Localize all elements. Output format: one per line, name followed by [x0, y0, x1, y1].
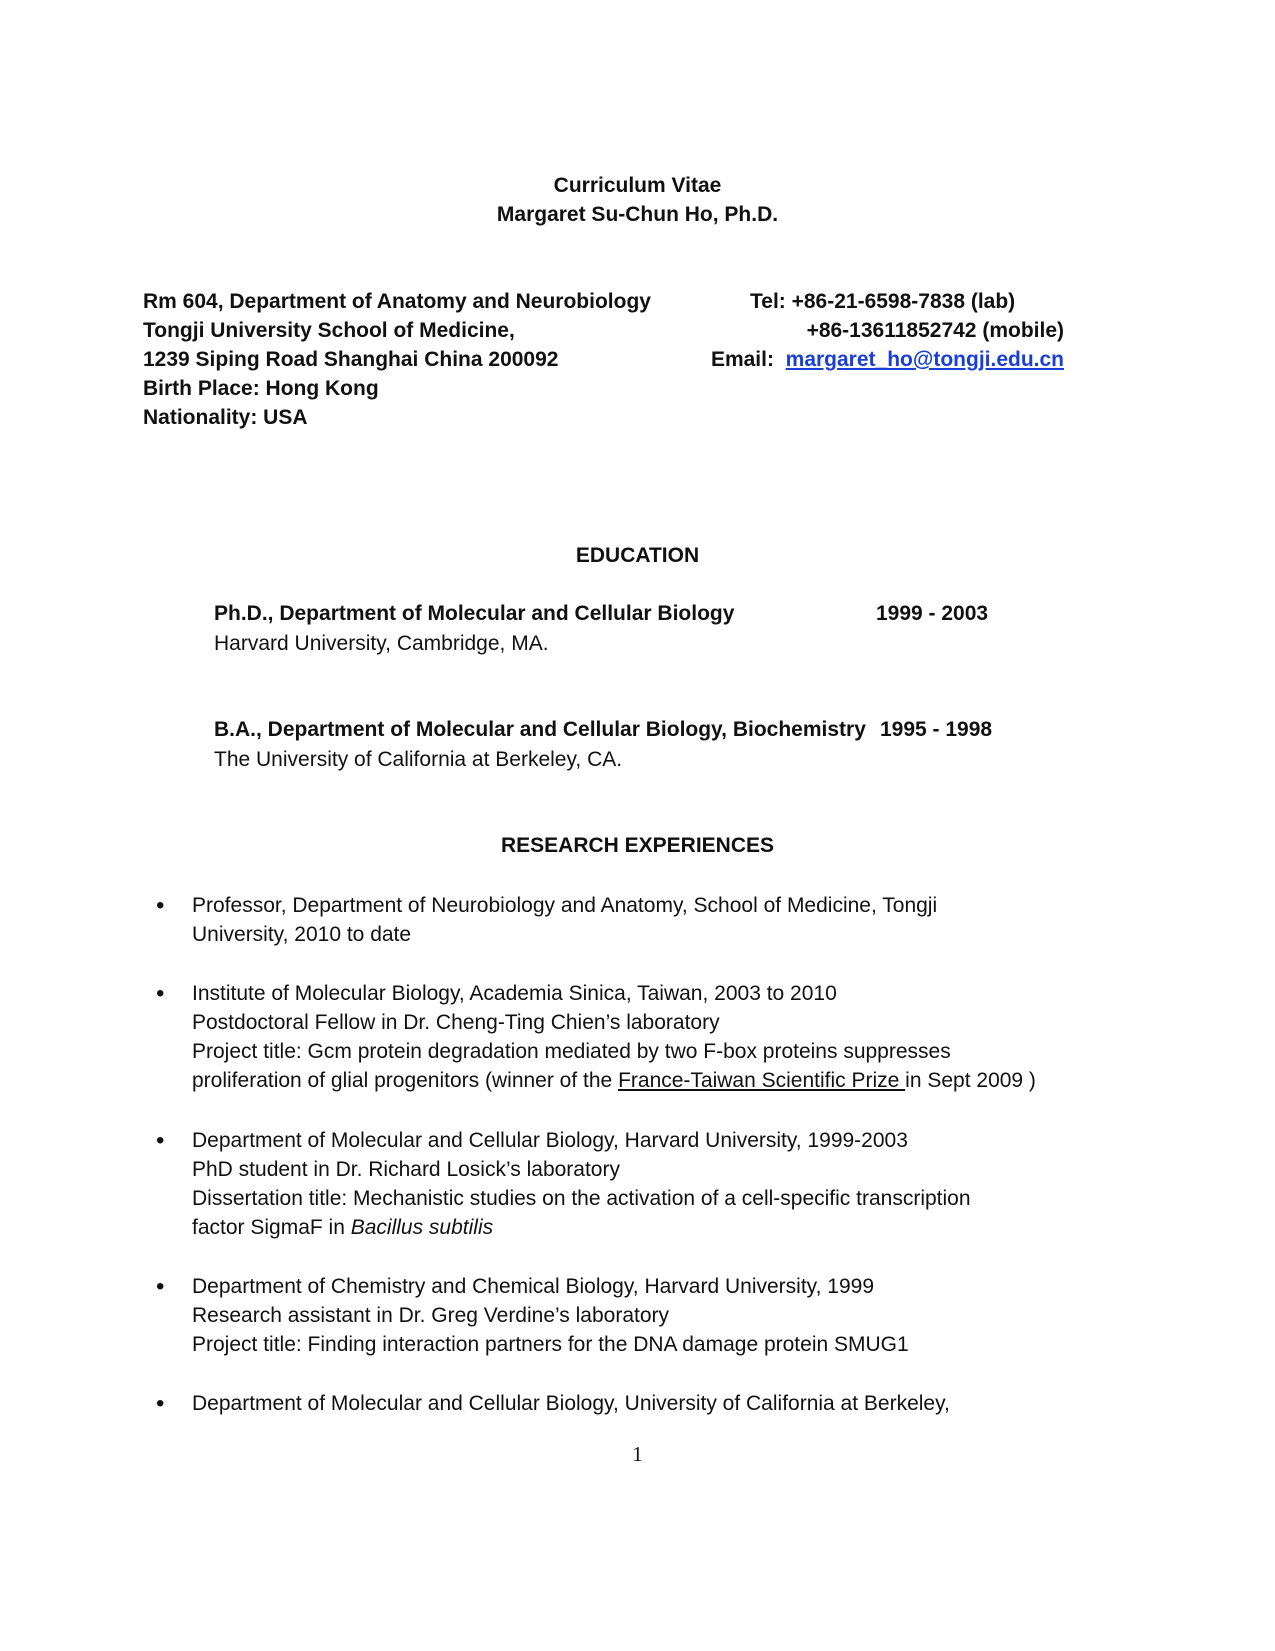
- degree-institution: The University of California at Berkeley, CA.: [214, 748, 623, 771]
- degree-years: 1999 - 2003: [876, 602, 989, 625]
- research-heading: RESEARCH EXPERIENCES: [500, 834, 775, 857]
- page-number: 1: [632, 1442, 643, 1466]
- degree-title: Ph.D., Department of Molecular and Cellular Biology: [214, 602, 735, 625]
- degree-years: 1995 - 1998: [880, 718, 993, 741]
- degree-institution: Harvard University, Cambridge, MA.: [214, 632, 549, 655]
- research-line: [192, 1066, 1036, 1096]
- email-link[interactable]: margaret_ho@tongji.edu.cn: [785, 348, 1064, 371]
- degree-title: B.A., Department of Molecular and Cellular Biology, Biochemistry: [214, 718, 866, 741]
- address-line: Tongji University School of Medicine,: [143, 319, 515, 342]
- research-line: Professor, Department of Neurobiology and Anatomy, School of Medicine, Tongji: [192, 894, 938, 917]
- species-name: Bacillus subtilis: [350, 1216, 494, 1239]
- research-line: Institute of Molecular Biology, Academia Sinica, Taiwan, 2003 to 2010: [192, 982, 837, 1005]
- address-line: Rm 604, Department of Anatomy and Neurobiology: [143, 290, 651, 313]
- bullet-icon: •: [156, 892, 165, 919]
- research-line: Department of Chemistry and Chemical Biology, Harvard University, 1999: [192, 1275, 874, 1298]
- phone-mobile: +86-13611852742 (mobile): [806, 319, 1064, 342]
- research-line: Department of Molecular and Cellular Biology, University of California at Berkeley,: [192, 1392, 950, 1415]
- phone-lab: Tel: +86-21-6598-7838 (lab): [750, 290, 1016, 313]
- document-title: Curriculum Vitae: [553, 174, 722, 197]
- bullet-icon: •: [156, 980, 165, 1007]
- research-line: Postdoctoral Fellow in Dr. Cheng-Ting Chien’s laboratory: [192, 1011, 720, 1034]
- email-label: Email:: [710, 348, 774, 371]
- research-line: [192, 1213, 493, 1243]
- education-heading: EDUCATION: [575, 544, 700, 567]
- research-line: Project title: Gcm protein degradation mediated by two F-box proteins suppresses: [192, 1040, 951, 1063]
- research-line: Department of Molecular and Cellular Biology, Harvard University, 1999-2003: [192, 1129, 908, 1152]
- research-line: Project title: Finding interaction partners for the DNA damage protein SMUG1: [192, 1333, 909, 1356]
- research-line: PhD student in Dr. Richard Losick’s laboratory: [192, 1158, 620, 1181]
- person-name: Margaret Su-Chun Ho, Ph.D.: [496, 203, 779, 226]
- research-line-text: in Sept 2009 ): [905, 1069, 1036, 1092]
- research-line-text: proliferation of glial progenitors (winner of the: [192, 1069, 619, 1092]
- address-line: 1239 Siping Road Shanghai China 200092: [143, 348, 559, 371]
- bullet-icon: •: [156, 1273, 165, 1300]
- prize-link[interactable]: France-Taiwan Scientific Prize: [618, 1069, 906, 1092]
- research-line-text: factor SigmaF in: [192, 1216, 351, 1239]
- birth-place: Birth Place: Hong Kong: [143, 377, 379, 400]
- bullet-icon: •: [156, 1390, 165, 1417]
- research-line: University, 2010 to date: [192, 923, 412, 946]
- bullet-icon: •: [156, 1127, 165, 1154]
- research-line: Research assistant in Dr. Greg Verdine’s laboratory: [192, 1304, 670, 1327]
- research-line: Dissertation title: Mechanistic studies on the activation of a cell-specific transcription: [192, 1187, 971, 1210]
- email-row: [711, 345, 1064, 375]
- nationality: Nationality: USA: [143, 406, 308, 429]
